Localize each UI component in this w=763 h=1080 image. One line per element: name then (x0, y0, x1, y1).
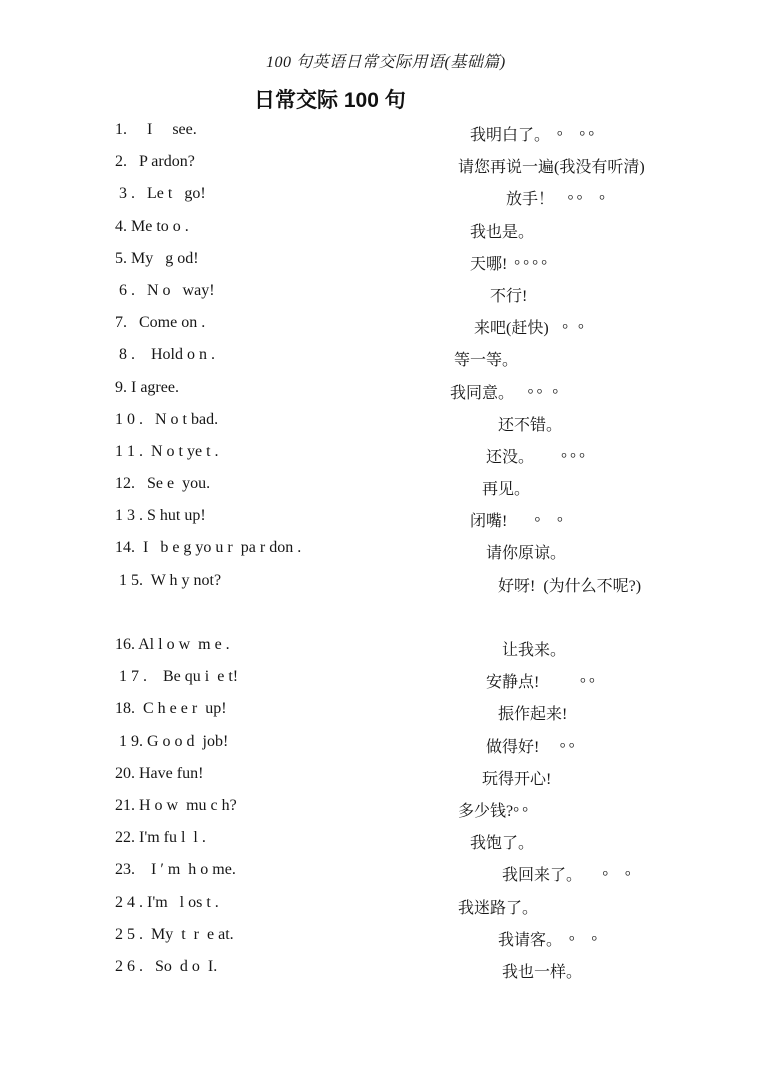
section-title: 日常交际 100 句 (254, 89, 406, 112)
phrase-row (0, 501, 763, 533)
entry-english: 21. H o w mu c h? (115, 796, 237, 814)
entry-chinese: 请你原谅。 (450, 545, 567, 563)
entry-english: 1 3 . S hut up! (115, 507, 206, 525)
phrase-row (0, 147, 763, 179)
phrase-row (0, 759, 763, 791)
entry-english: 16. Al l o w m e . (115, 636, 230, 653)
phrase-list (0, 115, 763, 984)
entry-english: 8 . Hold o n . (115, 346, 215, 364)
phrase-row (0, 662, 763, 694)
phrase-row (0, 405, 763, 437)
entry-chinese: 玩得开心! (450, 770, 552, 788)
entry-chinese: 多少钱? (450, 802, 514, 820)
entry-english: 7. Come on . (115, 314, 206, 332)
entry-chinese: 安静点! (450, 674, 540, 692)
entry-english: 1 9. G o o d job! (115, 732, 229, 750)
entry-noise-marks: °° ° (514, 386, 562, 403)
phrase-row (0, 308, 763, 340)
entry-chinese: 我同意。 (450, 384, 515, 402)
entry-chinese-cell (450, 219, 534, 243)
entry-english: 20. Have fun! (115, 764, 204, 782)
entry-chinese: 闭嘴! (450, 513, 508, 531)
entry-chinese: 好呀! (为什么不呢?) (450, 577, 642, 595)
entry-chinese: 我也是。 (450, 223, 535, 241)
entry-chinese-cell (450, 380, 561, 404)
entry-chinese-cell (450, 862, 634, 886)
entry-english: 18. C h e e r up! (115, 700, 227, 718)
entry-english: 23. I ′ m h o me. (115, 861, 236, 879)
entry-english: 5. My g od! (115, 249, 199, 267)
entry-english: 9. I agree. (115, 378, 179, 396)
phrase-row (0, 888, 763, 920)
entry-chinese: 我饱了。 (450, 835, 535, 853)
entry-english: 1 1 . N o t ye t . (115, 442, 219, 460)
entry-chinese: 我也一样。 (450, 963, 583, 981)
entry-noise-marks: ° ° (507, 515, 566, 532)
entry-chinese: 再见。 (450, 481, 531, 499)
phrase-row (0, 533, 763, 565)
entry-chinese-cell (450, 798, 531, 822)
entry-chinese: 还不错。 (450, 416, 563, 434)
phrase-row (0, 855, 763, 887)
phrase-row (0, 823, 763, 855)
phrase-row (0, 437, 763, 469)
entry-chinese-cell (450, 347, 518, 371)
phrase-row (0, 115, 763, 147)
entry-chinese: 我请客。 (450, 931, 563, 949)
phrase-row (0, 566, 763, 598)
entry-chinese: 天哪! (450, 255, 508, 273)
phrase-row (0, 244, 763, 276)
entry-noise-marks: °° ° (554, 193, 609, 210)
entry-chinese-cell (450, 186, 608, 210)
phrase-row (0, 920, 763, 952)
entry-noise-marks: ° ° (548, 322, 587, 339)
entry-chinese-cell (450, 734, 578, 758)
entry-chinese-cell (450, 540, 566, 564)
entry-chinese: 请您再说一遍(我没有听清) (450, 159, 645, 177)
entry-chinese: 不行! (450, 287, 528, 305)
entry-chinese-cell (450, 959, 582, 983)
entry-english: 22. I'm fu l l . (115, 829, 206, 847)
entry-chinese: 我明白了。 (450, 127, 551, 144)
phrase-row (0, 694, 763, 726)
document-header-title: 100 句英语日常交际用语(基础篇) (266, 54, 506, 71)
entry-noise-marks: °° (513, 804, 532, 821)
entry-chinese-cell (450, 637, 566, 661)
entry-english: 1 5. W h y not? (115, 571, 222, 589)
entry-chinese: 我迷路了。 (450, 899, 539, 917)
entry-english: 2 5 . My t r e at. (115, 925, 234, 943)
entry-chinese-cell (450, 412, 562, 436)
entry-chinese-cell (450, 830, 534, 854)
entry-chinese-cell (450, 476, 530, 500)
entry-chinese-cell (450, 154, 645, 178)
entry-english: 12. Se e you. (115, 475, 211, 493)
phrase-row (0, 630, 763, 662)
entry-english: 1 0 . N o t bad. (115, 410, 219, 428)
entry-english: 2 6 . So d o I. (115, 957, 218, 975)
entry-chinese-cell (450, 701, 567, 725)
phrase-row (0, 276, 763, 308)
entry-noise-marks: °° (539, 676, 598, 693)
phrase-row (0, 373, 763, 405)
entry-english: 3 . Le t go! (115, 185, 206, 203)
entry-chinese-cell (450, 895, 538, 919)
phrase-row (0, 340, 763, 372)
phrase-row (0, 952, 763, 984)
entry-chinese: 等一等。 (450, 352, 519, 370)
entry-chinese-cell (450, 122, 597, 146)
entry-chinese-cell (450, 573, 641, 597)
entry-chinese: 来吧(赶快) (450, 320, 549, 338)
entry-chinese: 放手！ (450, 191, 555, 209)
entry-chinese: 还没。 (450, 448, 535, 466)
phrase-row (0, 212, 763, 244)
entry-chinese-cell (450, 927, 600, 951)
entry-chinese: 我回来了。 (450, 867, 583, 885)
entry-english: 2 4 . I'm l os t . (115, 893, 219, 911)
entry-chinese: 做得好! (450, 738, 540, 756)
entry-chinese-cell (450, 508, 566, 532)
entry-chinese: 振作起来! (450, 706, 568, 724)
phrase-row (0, 469, 763, 501)
entry-noise-marks: °° (539, 740, 578, 757)
entry-chinese-cell (450, 251, 550, 275)
entry-english: 2. P ardon? (115, 153, 195, 171)
phrase-row (0, 727, 763, 759)
entry-noise-marks: ° ° (582, 869, 634, 886)
entry-noise-marks: ° ° (562, 933, 601, 950)
entry-english: 1. I see. (115, 121, 197, 138)
entry-english: 4. Me to o . (115, 217, 189, 235)
entry-noise-marks: ° °° (550, 129, 598, 145)
entry-chinese-cell (450, 315, 587, 339)
entry-chinese-cell (450, 669, 598, 693)
phrase-row (0, 179, 763, 211)
entry-chinese-cell (450, 444, 588, 468)
entry-chinese: 让我来。 (450, 642, 567, 659)
entry-english: 14. I b e g yo u r pa r don . (115, 539, 302, 557)
entry-english: 1 7 . Be qu i e t! (115, 668, 239, 686)
entry-english: 6 . N o way! (115, 281, 215, 299)
phrase-row (0, 791, 763, 823)
entry-noise-marks: °°° (534, 450, 589, 467)
entry-chinese-cell (450, 283, 527, 307)
entry-chinese-cell (450, 766, 551, 790)
entry-noise-marks: °°°° (507, 257, 551, 274)
